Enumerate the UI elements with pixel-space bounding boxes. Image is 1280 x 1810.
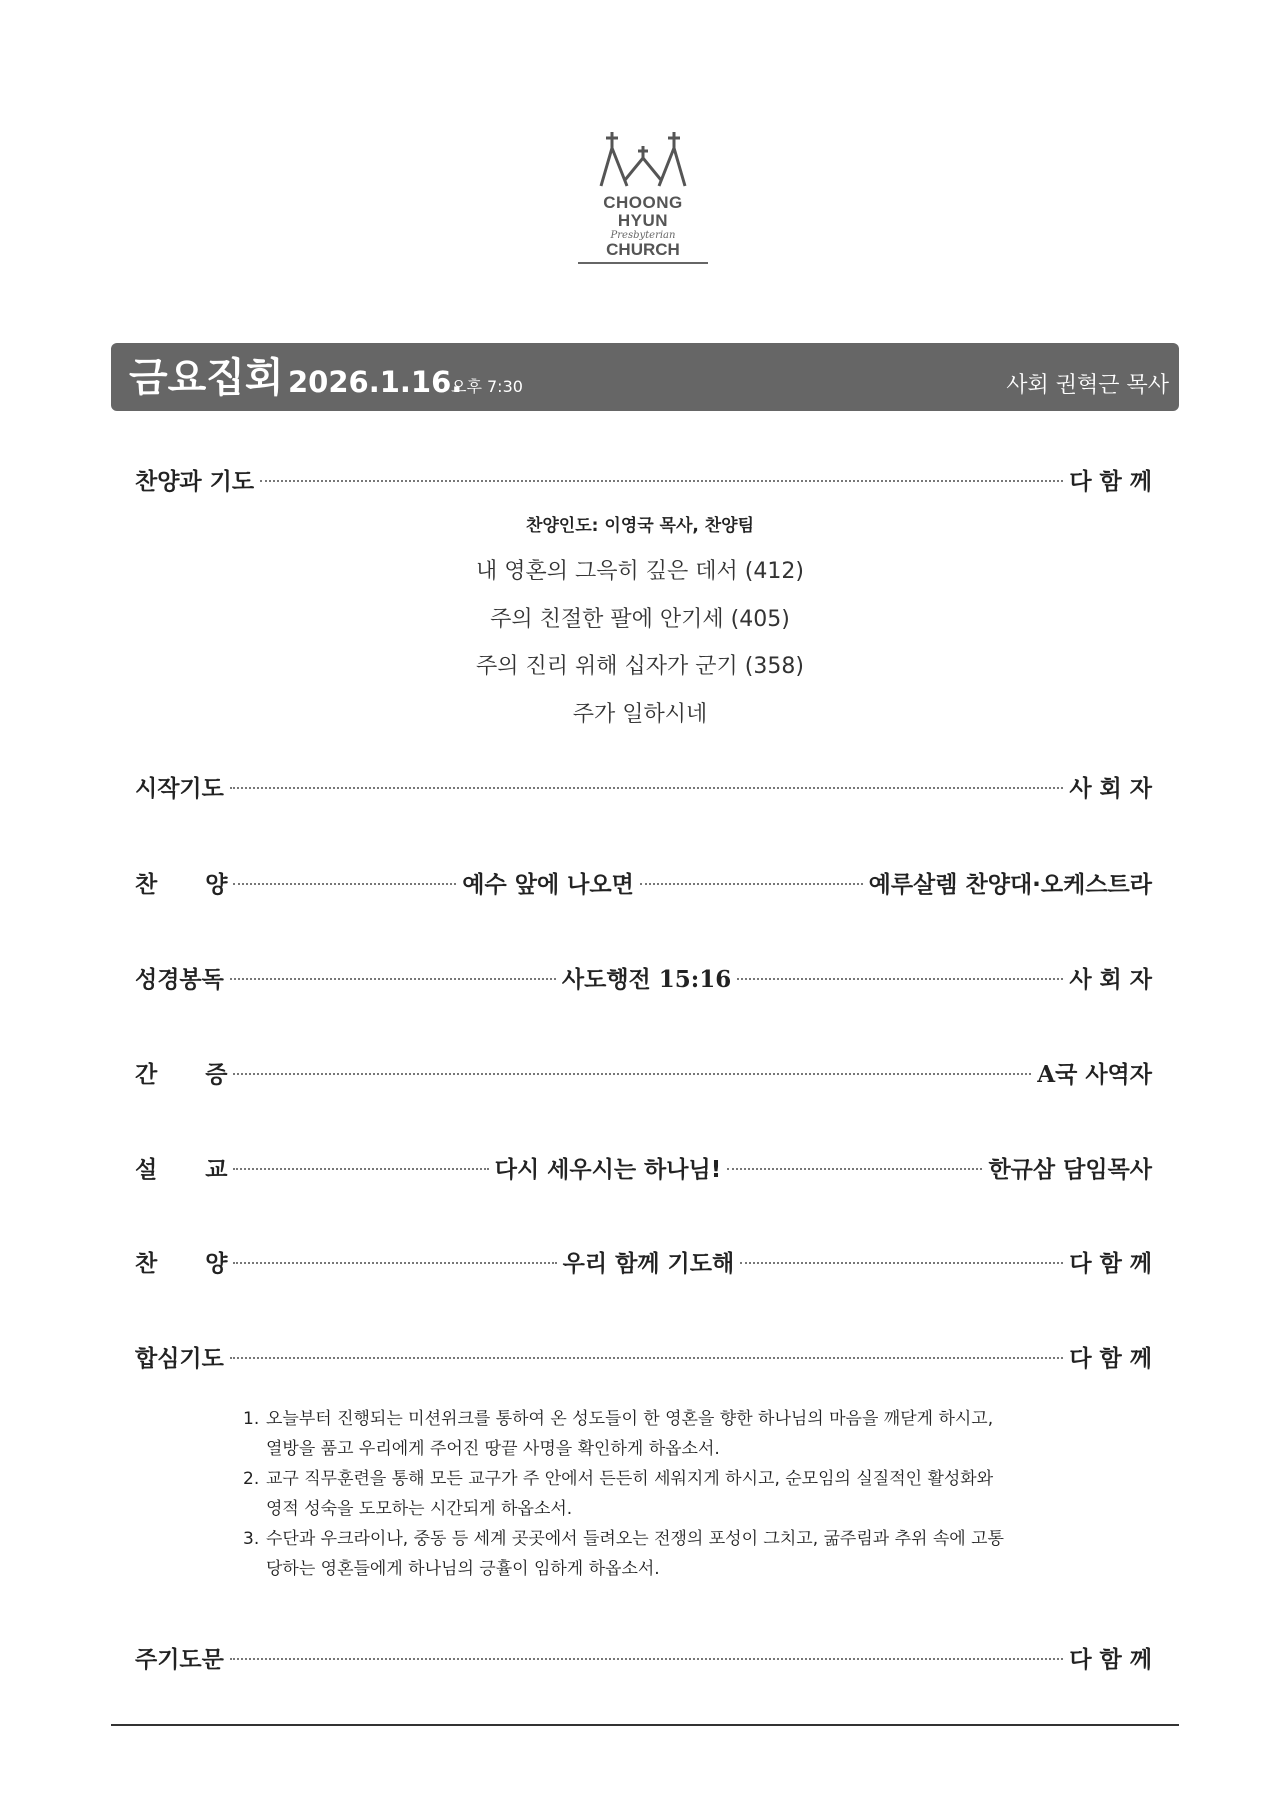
prayer-line: 열방을 품고 우리에게 주어진 땅끝 사명을 확인하게 하옵소서. [266,1439,720,1459]
service-date: 2026.1.16. [288,365,463,399]
order-item-hymn-1 [135,864,1152,900]
order-item-hymn-2 [135,1243,1152,1279]
order-center: 다시 세우시는 하나님! [494,1156,722,1183]
order-item-united-prayer [135,1338,1152,1374]
order-label: 성경봉독 [135,966,224,993]
order-item-praise-prayer [135,461,1152,497]
dot-leader [260,480,1063,482]
dot-leader [737,978,1063,980]
order-item-testimony [135,1054,1152,1090]
dot-leader [230,1658,1063,1660]
dot-leader [230,787,1063,789]
prayer-number: 1. [243,1409,260,1429]
order-right: 사 회 자 [1069,966,1152,993]
dot-leader [230,1357,1063,1359]
dot-leader [727,1168,982,1170]
praise-song: 내 영혼의 그윽히 깊은 데서 (412) [476,559,804,584]
dot-leader [640,883,863,885]
order-item-scripture [135,959,1152,995]
order-right: 다 함 께 [1069,1250,1153,1277]
order-label: 주기도문 [135,1646,224,1673]
logo-underline [578,262,708,264]
service-title: 금요집회 [129,355,284,401]
praise-song: 주의 친절한 팔에 안기세 (405) [490,607,790,632]
order-label: 찬양과 기도 [135,468,255,495]
logo-line-3: CHURCH [606,240,680,259]
logo-line-2: Presbyterian [610,230,676,241]
prayer-line: 오늘부터 진행되는 미션위크를 통하여 온 성도들이 한 영혼을 향한 하나님의 마음을 깨닫게 하시고, [266,1409,994,1429]
dot-leader [233,1073,1031,1075]
order-center: 예수 앞에 나오면 [462,871,634,898]
order-item-opening-prayer [135,768,1152,804]
order-label: 합심기도 [135,1345,224,1372]
order-right: 다 함 께 [1069,1345,1152,1372]
praise-song: 주의 진리 위해 십자가 군기 (358) [476,654,804,679]
order-right: 한규삼 담임목사 [988,1156,1152,1183]
prayer-line: 당하는 영혼들에게 하나님의 긍휼이 임하게 하옵소서. [266,1559,660,1579]
order-center: 우리 함께 기도해 [562,1250,735,1277]
order-center: 사도행전 15:16 [561,965,732,993]
order-label: 설 교 [135,1156,228,1183]
service-header-bar [111,343,1179,411]
prayer-item [243,1404,1043,1464]
dot-leader [233,1262,556,1264]
dot-leader [233,1168,488,1170]
prayer-number: 3. [243,1529,260,1549]
prayer-list [243,1404,1043,1584]
prayer-line: 영적 성숙을 도모하는 시간되게 하옵소서. [266,1499,573,1519]
praise-song: 주가 일하시네 [572,702,708,727]
bottom-divider [111,1724,1179,1726]
praise-leader: 찬양인도: 이영국 목사, 찬양팀 [525,516,755,536]
prayer-item [243,1464,1043,1524]
order-right: 다 함 께 [1069,468,1152,495]
dot-leader [740,1262,1063,1264]
order-right: 사 회 자 [1069,775,1152,802]
prayer-number: 2. [243,1469,260,1489]
church-steeples-icon [587,128,699,188]
logo-line-1: CHOONG HYUN [603,193,683,230]
order-right: 예루살렘 찬양대·오케스트라 [868,871,1152,898]
service-host: 사회 권혁근 목사 [1006,373,1169,398]
order-label: 찬 양 [135,871,228,898]
order-right: A국 사역자 [1037,1060,1152,1088]
order-label: 시작기도 [135,775,224,802]
dot-leader [233,883,456,885]
service-time: 오후 7:30 [451,377,523,396]
order-item-lords-prayer [135,1639,1152,1675]
church-logo [578,128,708,264]
prayer-line: 교구 직무훈련을 통해 모든 교구가 주 안에서 든든히 세워지게 하시고, 순모임의 실질적인 활성화와 [266,1469,994,1489]
order-label: 간 증 [135,1061,228,1088]
order-right: 다 함 께 [1069,1646,1152,1673]
order-item-sermon [135,1149,1152,1185]
prayer-item [243,1524,1043,1584]
order-label: 찬 양 [135,1250,228,1277]
prayer-line: 수단과 우크라이나, 중동 등 세계 곳곳에서 들려오는 전쟁의 포성이 그치고, 굶주림과 추위 속에 고통 [266,1529,1004,1549]
dot-leader [230,978,556,980]
